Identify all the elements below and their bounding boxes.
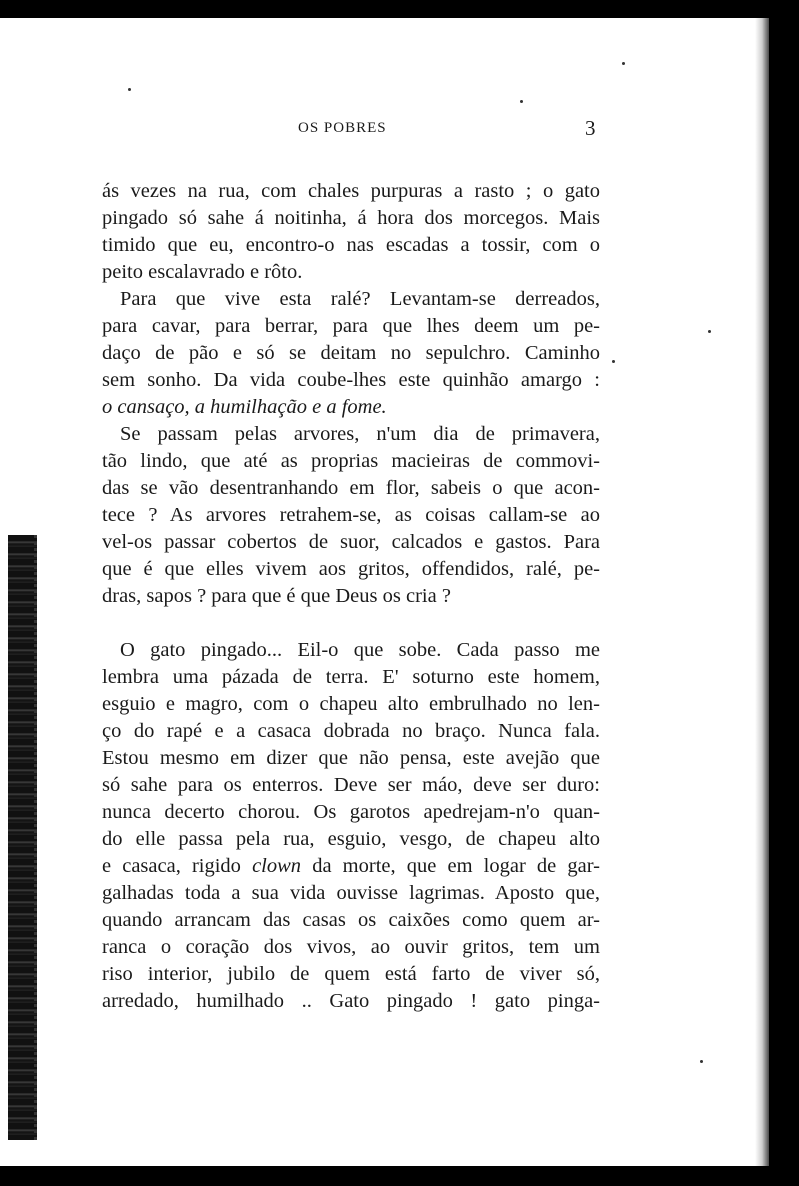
- text-line-italic: [102, 394, 600, 421]
- text-line: O gato pingado... Eil-o que sobe. Cada passo me: [120, 639, 600, 661]
- text-line: esguio e magro, com o chapeu alto embrulhado no len-: [102, 693, 600, 715]
- text-fragment: e casaca, rigido: [102, 855, 241, 877]
- scan-speck: [708, 330, 711, 333]
- text-line: do elle passa pela rua, esguio, vesgo, de chapeu alto: [102, 828, 600, 850]
- text-line: lembra uma pázada de terra. E' soturno este homem,: [102, 666, 600, 688]
- text-line: Se passam pelas arvores, n'um dia de primavera,: [120, 423, 600, 445]
- text-line: tão lindo, que até as proprias macieiras de commovi-: [102, 450, 600, 472]
- paragraph: [102, 178, 600, 286]
- text-fragment: da morte, que em logar de gar-: [312, 855, 600, 877]
- scan-speck: [520, 100, 523, 103]
- italic-phrase: o cansaço, a humilhação e a fome.: [102, 396, 387, 418]
- text-line: só sahe para os enterros. Deve ser máo, deve ser duro:: [102, 774, 600, 796]
- text-line: ço do rapé e a casaca dobrada no braço. Nunca fala.: [102, 720, 600, 742]
- scan-speck: [622, 62, 625, 65]
- paragraph: [102, 286, 600, 421]
- text-line: Para que vive esta ralé? Levantam-se derreados,: [120, 288, 600, 310]
- page-number: 3: [585, 116, 596, 140]
- italic-word: clown: [252, 855, 302, 877]
- text-line: para cavar, para berrar, para que lhes deem um pe-: [102, 315, 600, 337]
- text-line: tece ? As arvores retrahem-se, as coisas callam-se ao: [102, 504, 600, 526]
- page-edge-shadow: [755, 18, 769, 1168]
- text-line: pingado só sahe á noitinha, á hora dos morcegos. Mais: [102, 207, 600, 229]
- text-line: peito escalavrado e rôto.: [102, 261, 303, 283]
- text-line: daço de pão e só se deitam no sepulchro. Caminho: [102, 342, 600, 364]
- text-line: sem sonho. Da vida coube-lhes este quinhão amargo :: [102, 369, 600, 391]
- text-line: galhadas toda a sua vida ouvisse lagrimas. Aposto que,: [102, 882, 600, 904]
- text-line: ás vezes na rua, com chales purpuras a rasto ; o gato: [102, 180, 600, 202]
- scan-binding-edge: [8, 535, 37, 1140]
- text-line: nunca decerto chorou. Os garotos apedrejam-n'o quan-: [102, 801, 600, 823]
- text-line: ranca o coração dos vivos, ao ouvir gritos, tem um: [102, 936, 600, 958]
- text-line: quando arrancam das casas os caixões como quem ar-: [102, 909, 600, 931]
- paragraph: [102, 421, 600, 610]
- page-body: [102, 178, 600, 1015]
- running-title: OS POBRES: [298, 120, 387, 136]
- paragraph: [102, 637, 600, 1015]
- text-line: Estou mesmo em dizer que não pensa, este avejão que: [102, 747, 600, 769]
- scan-border-top: [0, 0, 799, 18]
- scan-speck: [612, 360, 615, 363]
- text-line: timido que eu, encontro-o nas escadas a tossir, com o: [102, 234, 600, 256]
- text-line-mixed: [102, 853, 600, 880]
- scan-border-bottom: [0, 1166, 799, 1186]
- text-line: riso interior, jubilo de quem está farto de viver só,: [102, 963, 600, 985]
- scan-speck: [700, 1060, 703, 1063]
- scan-border-right: [769, 0, 799, 1186]
- text-line: dras, sapos ? para que é que Deus os cria ?: [102, 585, 451, 607]
- scan-speck: [128, 88, 131, 91]
- text-line: vel-os passar cobertos de suor, calcados e gastos. Para: [102, 531, 600, 553]
- section-break: [102, 610, 600, 637]
- text-line: que é que elles vivem aos gritos, offendidos, ralé, pe-: [102, 558, 600, 580]
- text-line: das se vão desentranhando em flor, sabeis o que acon-: [102, 477, 600, 499]
- text-line: arredado, humilhado .. Gato pingado ! gato pinga-: [102, 990, 600, 1012]
